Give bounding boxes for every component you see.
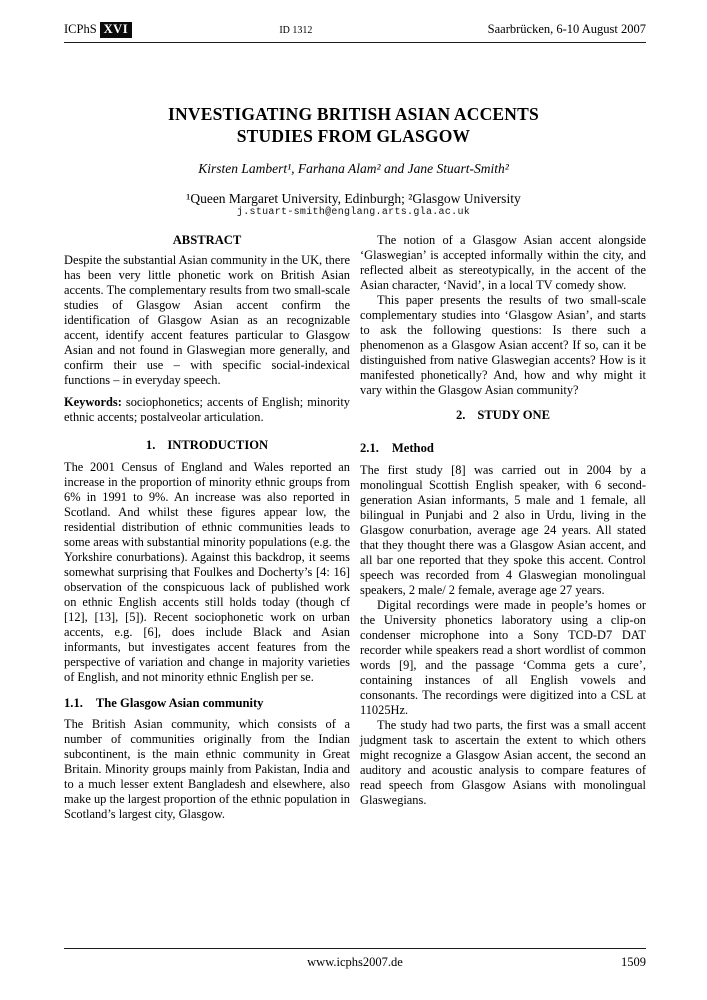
conference-edition-badge: XVI (100, 22, 132, 38)
section-title: STUDY ONE (477, 408, 551, 422)
paper-id: ID 1312 (279, 25, 313, 36)
section-number: 1. (145, 438, 156, 452)
conference-location-date: Saarbrücken, 6-10 August 2007 (487, 22, 646, 36)
section-heading-study-one (360, 408, 646, 423)
authors-line: Kirsten Lambert¹, Farhana Alam² and Jane Stuart-Smith² (198, 161, 509, 176)
subsection-number: 2.1. (360, 441, 379, 455)
community-paragraph-2: The notion of a Glasgow Asian accent alongside ‘Glaswegian’ is accepted informally within the city, and reflected albeit as stereotypically, in the accent of the Asian character, ‘Navid’, in a local TV comedy show. (360, 233, 646, 292)
abstract-heading: ABSTRACT (172, 233, 242, 247)
community-paragraph-1: The British Asian community, which consists of a number of communities originally from the Indian subcontinent, is the main ethnic community in Great Britain. Minority groups mainly from Pakistan, India and to a much lesser extent Bangladesh and elsewhere, also make up the largest proportion of the ethnic population in Scotland’s largest city, Glasgow. (64, 717, 350, 821)
method-paragraph-3: The study had two parts, the first was a small accent judgment task to ascertain the extent to which others might recognize a Glasgow Asian accent, the second an auditory and acoustic analysis to compare features of read speech from Glasgow Asians with monolingual Glaswegians. (360, 718, 646, 807)
introduction-paragraph: The 2001 Census of England and Wales reported an increase in the proportion of minority ethnic groups from 6% in 1991 to 9%. An increase was also reported in Scotland. And whilst these figures appear low, the residential distribution of ethnic communities leads to some areas with substantial minority populations (e.g. the Yorkshire conurbations). Against this backdrop, it seems somewhat surprising that Foulkes and Docherty’s [4: 16] observation of the conspicuous lack of published work on ethnic English accents still holds today (though cf [12], [13], [5]). Recent sociophonetic work on urban accents, e.g. [6], does include Black and Asian informants, but investigates accent features from the perspective of variation and change in majority varieties of English, and not minority ethnic English per se. (64, 460, 350, 684)
running-header (64, 22, 646, 43)
community-paragraph-3: This paper presents the results of two small-scale complementary studies into ‘Glasgow Asian’, and starts to ask the following questions: Is there such a phenomenon as a Glasgow Asian accent? If so, can it be distinguished from native Glaswegian accents? How is it manifested phonetically? And, how and why might it vary within the Glasgow Asian community? (360, 293, 646, 397)
subsection-title: The Glasgow Asian community (95, 696, 264, 710)
subsection-title: Method (391, 441, 434, 455)
subsection-heading-method (360, 441, 646, 456)
right-column (360, 233, 646, 822)
section-number: 2. (455, 408, 466, 422)
footer-website: www.icphs2007.de (307, 955, 403, 969)
affiliations-line: ¹Queen Margaret University, Edinburgh; ²Glasgow University (186, 191, 521, 206)
keywords-label: Keywords: (64, 395, 122, 409)
paper-title (0, 104, 707, 147)
method-paragraph-1: The first study [8] was carried out in 2004 by a monolingual Scottish English speaker, with 6 second-generation Asian informants, 5 male and 1 female, all bilingual in Punjabi and 2 also in Urdu, living in the Glasgow conurbation, average age 24 years. All stated that they thought there was a Glasgow Asian accent, and all bar one reported that they spoke this accent. Control speech was recorded from 4 Glaswegian monolingual speakers, 2 male/ 2 female, average age 27 years. (360, 463, 646, 597)
paper-title-line1: INVESTIGATING BRITISH ASIAN ACCENTS (168, 104, 539, 124)
footer-page-number: 1509 (621, 955, 646, 969)
conference-name: ICPhS (64, 22, 97, 36)
section-heading-introduction (64, 438, 350, 453)
conference-logo (64, 22, 132, 38)
keywords-text: sociophonetics; accents of English; minority ethnic accents; postalveolar articulation. (64, 395, 350, 424)
subsection-number: 1.1. (64, 696, 83, 710)
subsection-heading-glasgow-asian-community (64, 696, 350, 711)
body-columns (64, 233, 646, 822)
left-column (64, 233, 350, 822)
page-footer (64, 948, 646, 970)
contact-email: j.stuart-smith@englang.arts.gla.ac.uk (236, 207, 471, 218)
section-title: INTRODUCTION (167, 438, 269, 452)
method-paragraph-2: Digital recordings were made in people’s homes or the University phonetics laboratory using a clip-on condenser microphone into a Sony TCD-D7 DAT recorder while speakers read a short wordlist of common words [9], and the passage ‘Comma gets a cure’, containing instances of all English vowels and consonants. The recordings were digitized into a CSL at 11025Hz. (360, 598, 646, 717)
paper-title-line2: STUDIES FROM GLASGOW (236, 125, 471, 146)
abstract-text: Despite the substantial Asian community in the UK, there has been very little phonetic work on British Asian accents. The complementary results from two small-scale studies of Glasgow Asian accent confirm the identification of Glasgow Asian as an recognizable accent, identify accent features particular to Glasgow Asian and not found in Glaswegian more generally, and confirm their use – with specific social-indexical functions – in everyday speech. (64, 253, 350, 387)
keywords-line (64, 395, 350, 425)
